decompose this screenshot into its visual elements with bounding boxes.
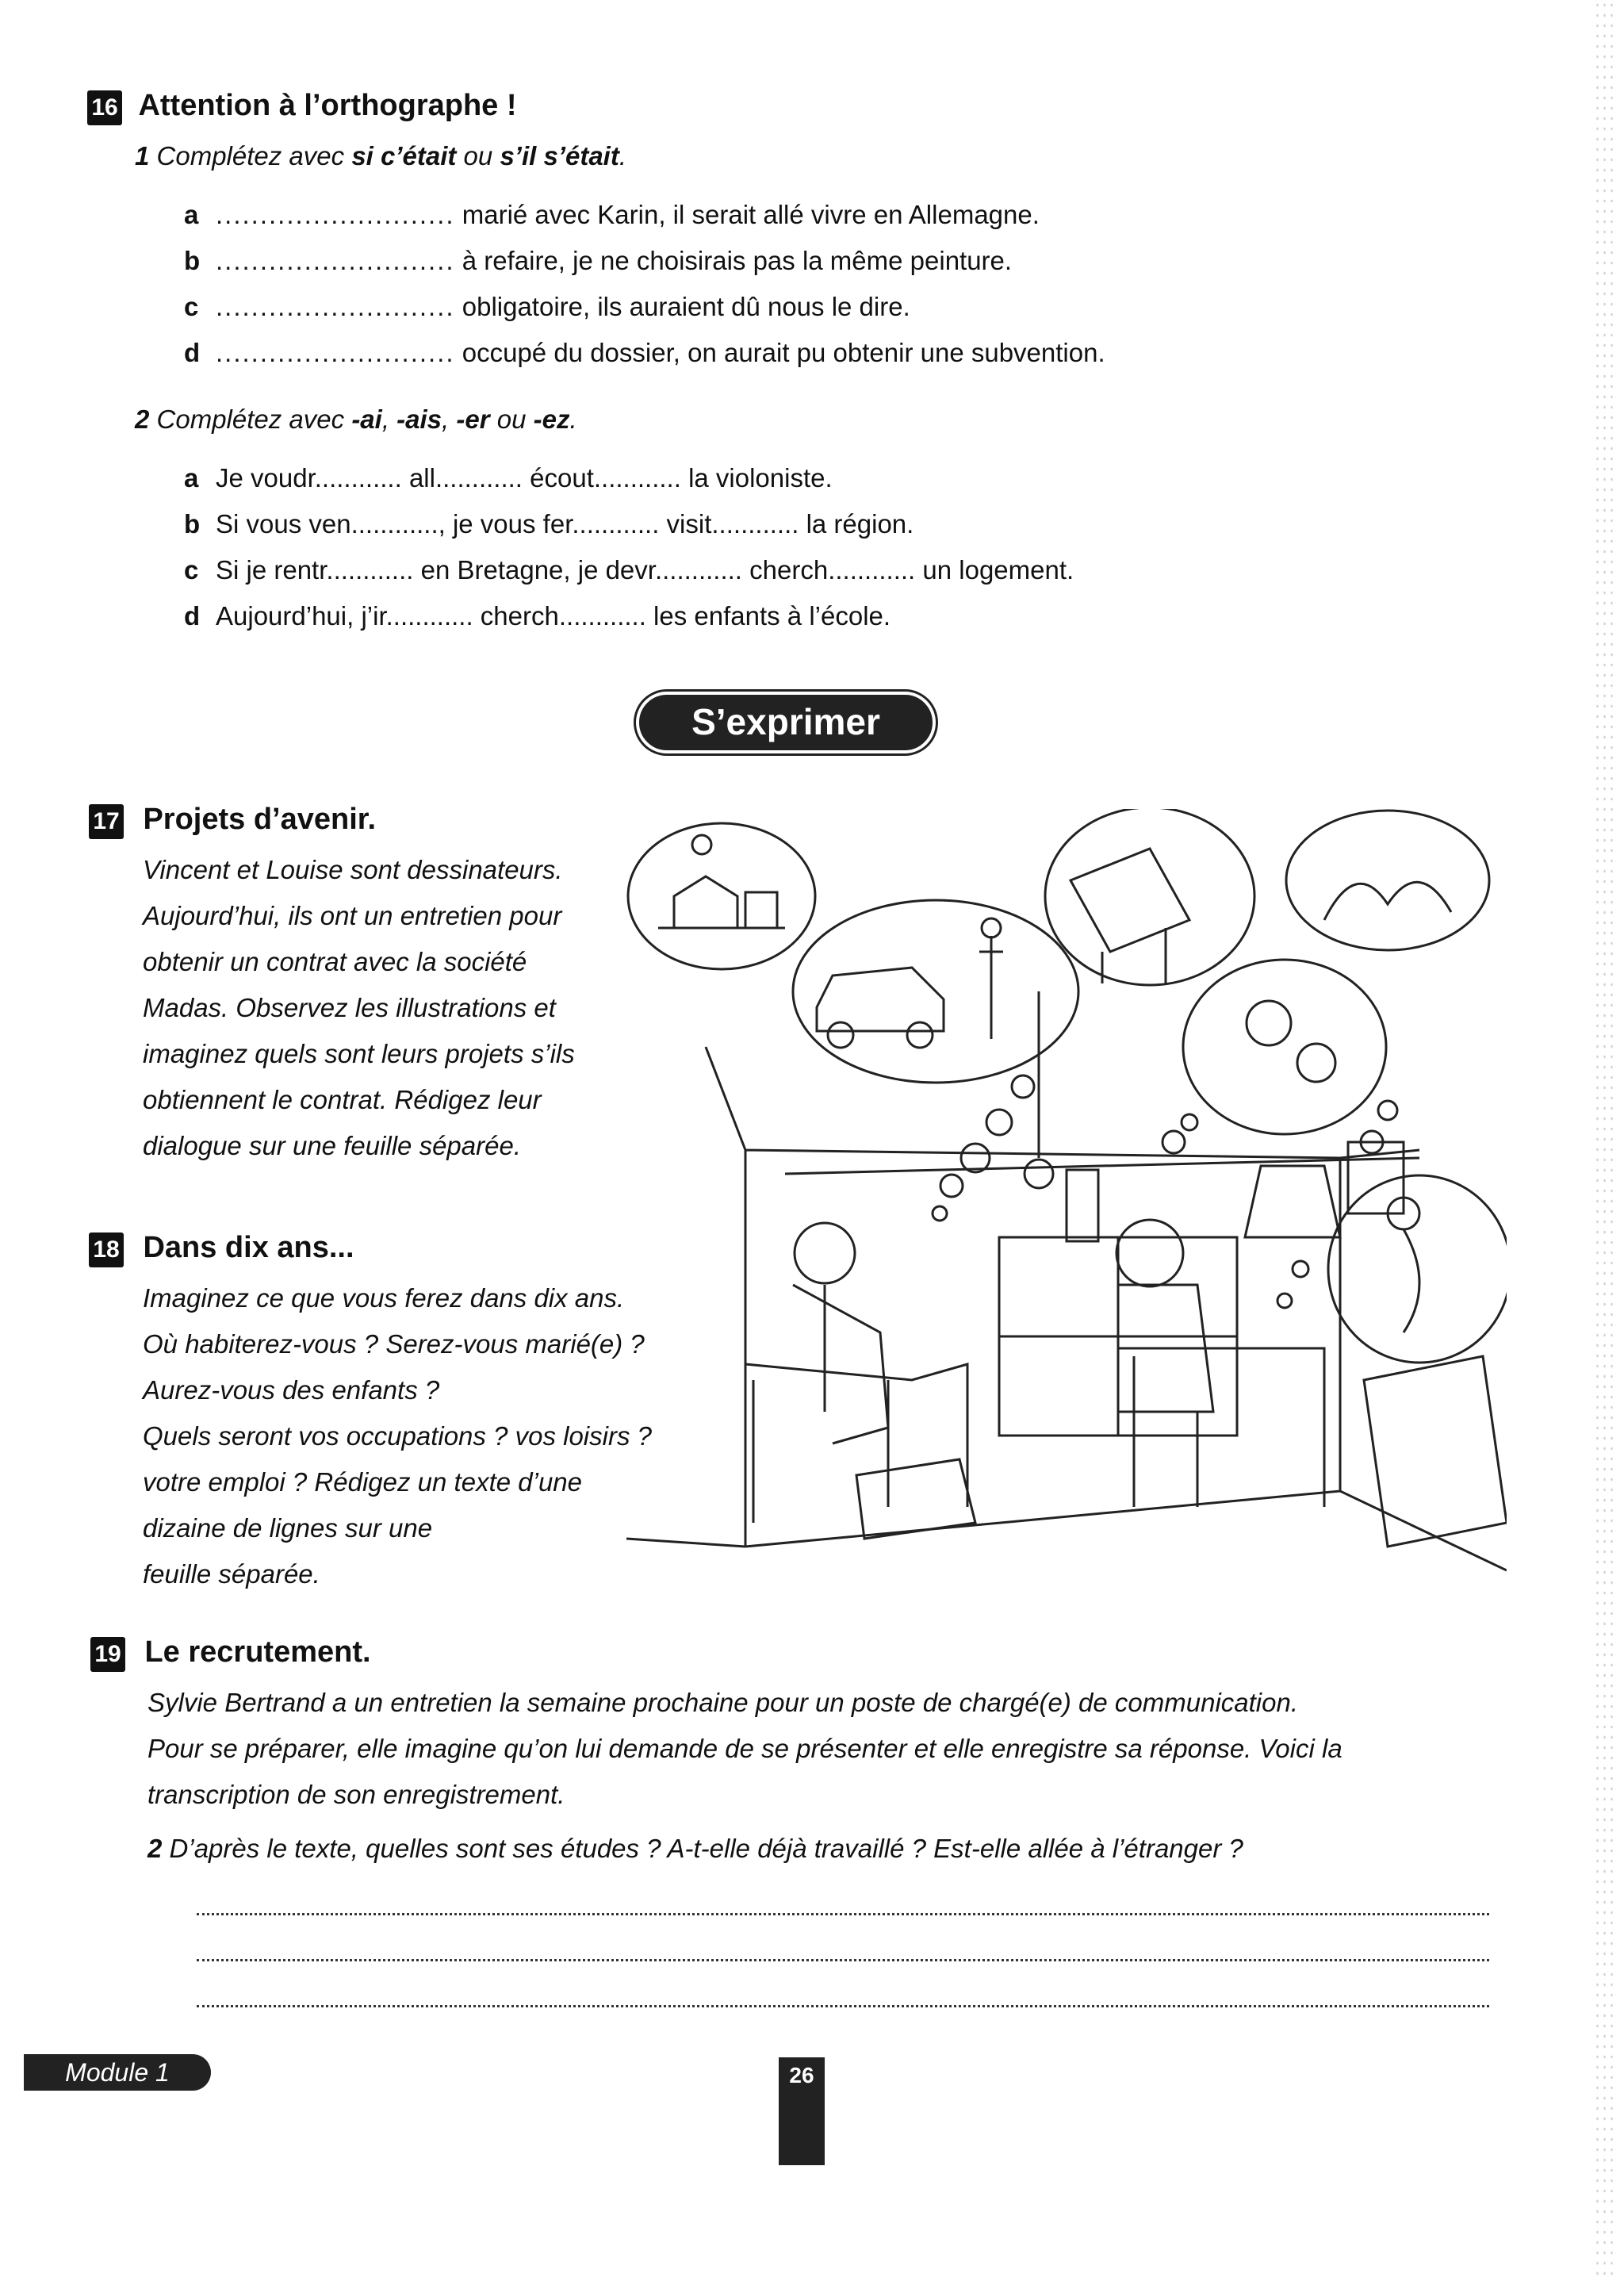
thought-bubble-painting <box>1286 811 1489 950</box>
exercise-16-part2-list <box>184 463 1074 647</box>
exercise-16-part2-instruction: 2 Complétez avec -ai, -ais, -er ou -ez. <box>135 404 577 434</box>
exercise-17-text: Vincent et Louise sont dessinateurs. Aujourd’hui, ils ont un entretien pour obtenir un contrat avec la société Madas. Observez les illustrations et imaginez quels sont leurs projets s’ils obtiennent le contrat. Rédigez leur dialogue sur une feuille séparée. <box>143 855 575 1160</box>
exercise-17-header <box>89 803 376 839</box>
exercise-title: Dans dix ans... <box>143 1231 354 1264</box>
module-label: Module 1 <box>24 2054 211 2091</box>
exercise-title: Le recrutement. <box>144 1635 371 1669</box>
list-item: d Aujourd’hui, j’ir............ cherch............ les enfants à l’école. <box>184 601 891 631</box>
exercise-16-part1-list <box>184 200 1105 384</box>
list-item: b ........................... à refaire, je ne choisirais pas la même peinture. <box>184 246 1013 275</box>
list-item: c Si je rentr............ en Bretagne, je devr............ cherch............ un logement. <box>184 555 1074 585</box>
exercise-16-header <box>87 89 517 125</box>
list-item: c ........................... obligatoire, ils auraient dû nous le dire. <box>184 292 910 321</box>
list-item: a Je voudr............ all............ écout............ la violoniste. <box>184 463 833 493</box>
scan-edge-noise <box>1594 0 1618 2281</box>
exercise-19-header <box>90 1635 371 1672</box>
exercise-19-question: 2 D’après le texte, quelles sont ses études ? A-t-elle déjà travaillé ? Est-elle allée à l’étranger ? <box>147 1834 1243 1863</box>
list-item: d ........................... occupé du dossier, on aurait pu obtenir une subvention. <box>184 338 1105 367</box>
page-number: 26 <box>779 2057 825 2165</box>
answer-line[interactable] <box>197 2003 1489 2007</box>
answer-line[interactable] <box>197 1957 1489 1961</box>
exercise-19-text: Sylvie Bertrand a un entretien la semaine prochaine pour un poste de chargé(e) de communication. Pour se préparer, elle imagine qu’on lui demande de se présenter et elle enregistre sa réponse. Voici la transcription de son enregistrement. <box>147 1688 1342 1809</box>
exercise-number-badge: 17 <box>89 804 124 839</box>
thought-bubble-baby <box>1183 960 1386 1134</box>
list-item: a ........................... marié avec Karin, il serait allé vivre en Allemagne. <box>184 200 1040 229</box>
exercise-title: Attention à l’orthographe ! <box>138 89 517 122</box>
exercise-number-badge: 18 <box>89 1233 124 1267</box>
section-banner: S’exprimer <box>636 692 936 753</box>
list-item: b Si vous ven............, je vous fer............ visit............ la région. <box>184 509 914 539</box>
exercise-number-badge: 16 <box>87 90 122 125</box>
exercise-number-badge: 19 <box>90 1637 125 1672</box>
figure-louise <box>1116 1220 1213 1507</box>
thought-bubble-house <box>628 823 815 969</box>
exercise-16-part1-instruction: 1 Complétez avec si c’était ou s’il s’était. <box>135 141 627 171</box>
thought-bubble-drawing-desk <box>1045 809 1254 985</box>
figure-vincent <box>793 1223 888 1443</box>
exercise-18-text: Imaginez ce que vous ferez dans dix ans. Où habiterez-vous ? Serez-vous marié(e) ? Aurez-vous des enfants ? Quels seront vos occupations ? vos loisirs ? votre emploi ? Rédigez un texte d’une dizaine de lignes sur une feuille séparée. <box>143 1283 652 1589</box>
thought-bubble-pregnant-woman <box>1328 1175 1507 1363</box>
answer-line[interactable] <box>197 1911 1489 1915</box>
studio-illustration <box>626 809 1507 1586</box>
exercise-title: Projets d’avenir. <box>143 803 377 836</box>
exercise-18-header <box>89 1231 354 1267</box>
thought-bubble-car <box>793 900 1078 1083</box>
